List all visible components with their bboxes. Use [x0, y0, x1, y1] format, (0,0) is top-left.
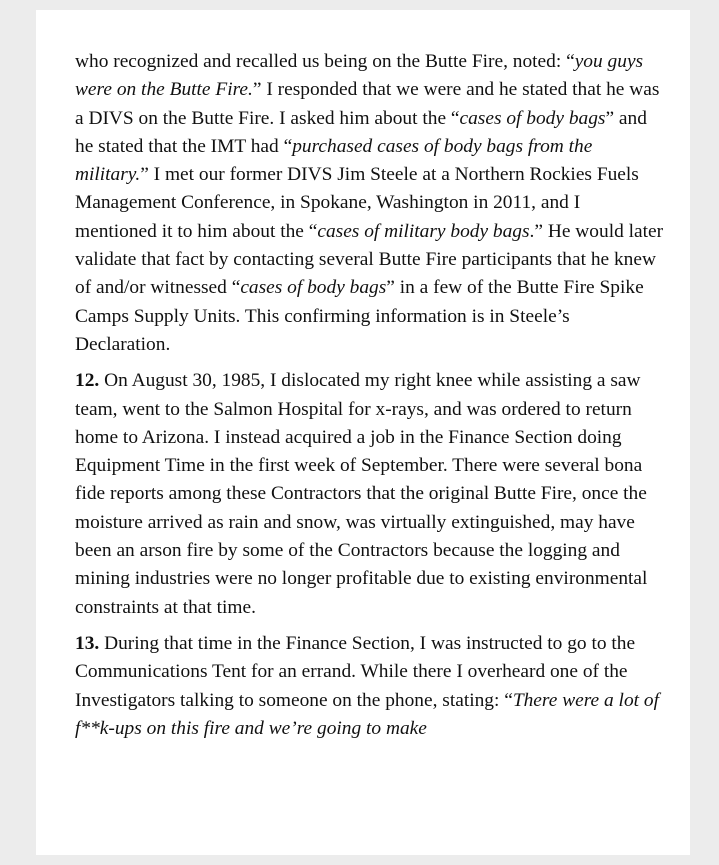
para1-text-5: .” He would later validate that fact by contacting several Butte Fire participants that he knew of and/or witnessed “: [75, 220, 664, 299]
document-body: [75, 48, 665, 751]
para1-quote-5: cases of body bags: [240, 277, 387, 299]
para1-text-1: who recognized and recalled us being on the Butte Fire, noted: “: [75, 51, 575, 72]
para1-quote-4: cases of military body bags: [317, 220, 530, 242]
para1-quote-1: you guys were on the Butte Fire.: [75, 51, 644, 101]
paragraph-number: 13.: [75, 632, 100, 654]
para1-text-4: ” I met our former DIVS Jim Steele at a Northern Rockies Fuels Management Conference, in Spokane, Washington in 2011, and I mentioned it to him about the “: [75, 164, 639, 242]
paragraph-number: 12.: [75, 370, 100, 392]
para1-text-2: ” I responded that we were and he stated that he was a DIVS on the Butte Fire. I asked him about the “: [75, 79, 660, 129]
paragraph-text: During that time in the Finance Section, I was instructed to go to the Communications Tent for an errand. While there I overheard one of the Investigators talking to someone on the phone, stating: “: [75, 632, 636, 711]
para1-quote-2: cases of body bags: [459, 107, 606, 129]
paragraph-13: [75, 630, 665, 743]
document-page: [36, 10, 690, 855]
paragraph-12: [75, 367, 665, 622]
paragraph-quote: There were a lot of f**k-ups on this fire and we’re going to make: [75, 689, 659, 739]
para1-quote-3: purchased cases of body bags from the military.: [75, 135, 593, 186]
para1-text-6: ” in a few of the Butte Fire Spike Camps Supply Units. This confirming information is in Steele’s Declaration.: [75, 277, 644, 355]
paragraph-continuation: [75, 48, 665, 359]
paragraph-text: On August 30, 1985, I dislocated my right knee while assisting a saw team, went to the Salmon Hospital for x-rays, and was ordered to return home to Arizona. I instead acquired a job in the Finance Section doing Equipment Time in the first week of September. There were several bona fide reports among these Contractors that the original Butte Fire, once the moisture arrived as rain and snow, was virtually extinguished, may have been an arson fire by some of the Contractors because the logging and mining industries were no longer profitable due to existing environmental constraints at that time.: [75, 370, 648, 618]
para1-text-3: ” and he stated that the IMT had “: [75, 107, 647, 157]
